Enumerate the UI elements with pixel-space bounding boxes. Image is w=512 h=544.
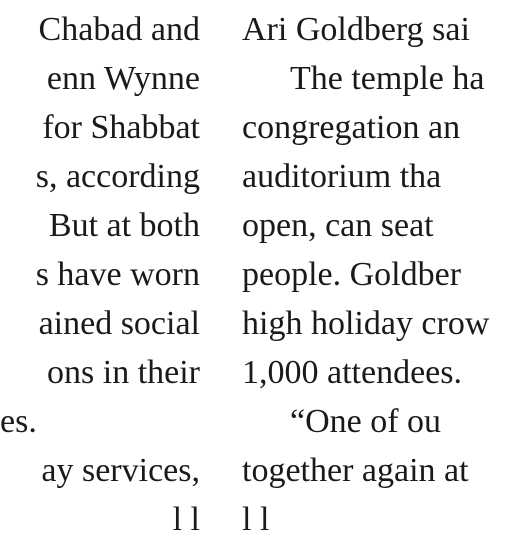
article-line: for Shabbat — [42, 109, 200, 146]
article-line: “One of ou — [290, 403, 442, 440]
article-line: l l — [172, 501, 200, 538]
article-line: l l — [242, 501, 270, 538]
article-line: enn Wynne — [46, 60, 200, 97]
article-line: es. — [0, 403, 37, 440]
article-line: ay services, — [41, 452, 200, 489]
article-line: together again at — [242, 452, 469, 489]
article-line: ons in their — [47, 354, 200, 391]
article-line: high holiday crow — [242, 305, 490, 342]
article-line: Ari Goldberg sai — [242, 11, 470, 48]
article-line: ained social — [38, 305, 200, 342]
article-line: 1,000 attendees. — [242, 354, 462, 391]
article-line: Chabad and — [38, 11, 200, 48]
article-line: But at both — [48, 207, 200, 244]
article-line: The temple ha — [290, 60, 485, 97]
article-line: people. Goldber — [242, 256, 462, 293]
article-line: auditorium tha — [242, 158, 442, 195]
article-line: congregation an — [242, 109, 461, 146]
article-line: s have worn — [35, 256, 200, 293]
article-line: s, according — [35, 158, 200, 195]
article-line: open, can seat — [242, 207, 434, 244]
